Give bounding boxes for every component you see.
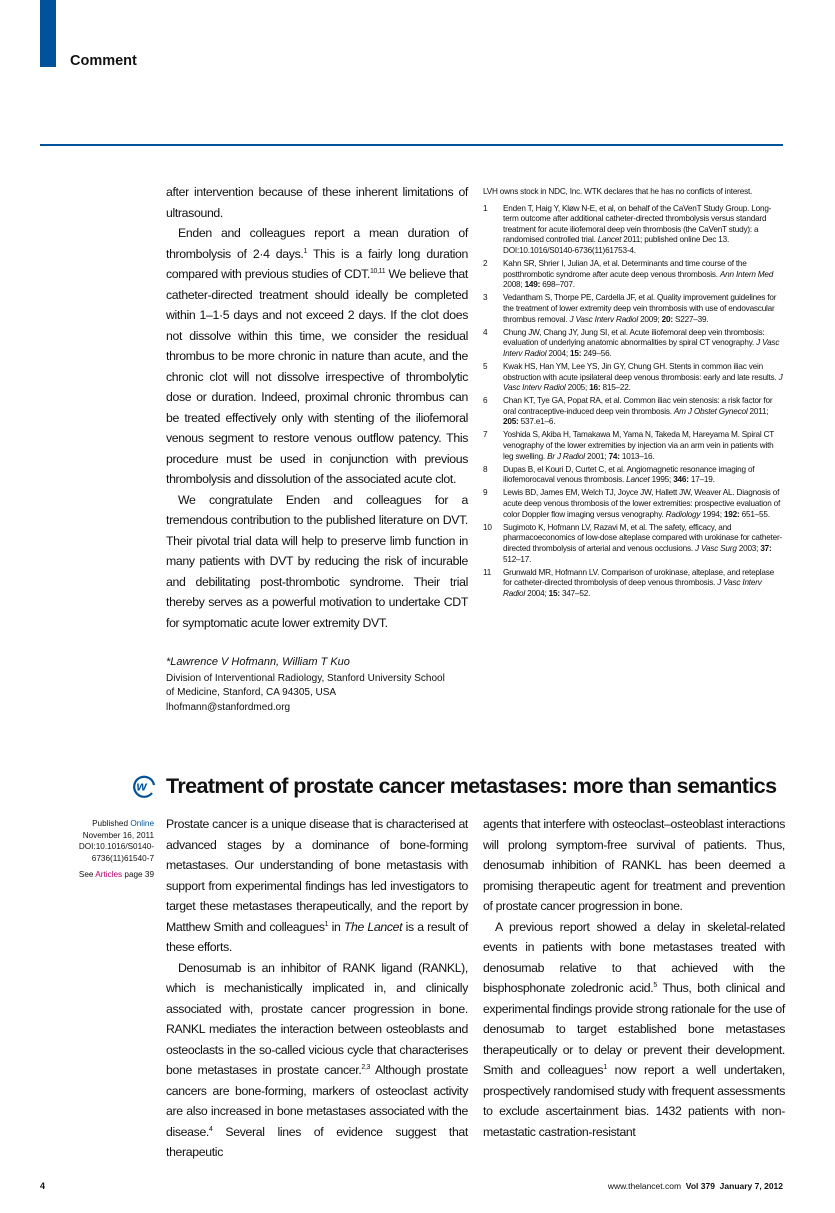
text-segment: Denosumab is an inhibitor of RANK ligand (RANKL), which is mechanistically implicated in, and clinically associated with, prostate cancer progression in bone. RANKL mediates the interaction between osteoblasts and osteoclasts in the so-called vicious cycle that characterises bone metastases in prostate cancer. [166,960,468,1077]
see-label: See [78,870,96,879]
page-footer [40,1163,783,1191]
reference-text [503,488,785,520]
reference-text [503,523,785,565]
text-segment: Lancet [626,475,650,485]
text-segment: Radiology [665,509,701,519]
comment-body [166,182,468,633]
citation-superscript: 1 [603,1063,607,1071]
svg-text:w: w [136,778,147,794]
author-block [166,655,468,715]
text-segment: Sugimoto K, Hofmann LV, Razavi M, et al. The safety, efficacy, and pharmacoeconomics of low-dose alteplase compared with urokinase for catheter-directed thrombolysis of arterial and venous occlusions. [503,522,783,553]
text-segment: 20: [661,314,673,324]
author-affiliation: of Medicine, Stanford, CA 94305, USA [166,687,337,698]
text-segment: Kahn SR, Shrier I, Julian JA, et al. Determinants and time course of the postthrombotic syndrome after acute deep venous thrombosis. [503,259,747,279]
citation-superscript: 1 [324,920,329,928]
online-label: Online [130,819,154,828]
paragraph [166,958,468,1163]
text-segment: Grunwald MR, Hofmann LV. Comparison of urokinase, alteplase, and reteplase for catheter-directed thrombolysis of deep venous thrombosis. [503,567,775,588]
text-segment: Lancet [597,235,622,245]
text-segment: 2011; [747,406,769,416]
text-segment: Yoshida S, Akiba H, Tamakawa M, Yama N, Takeda M, Hareyama M. Spiral CT venography of the lower extremities by injection via an arm vein in patients with leg swelling. [503,430,774,461]
text-segment: 698–707. [540,280,575,290]
text-segment: is a result of these efforts. [166,919,469,954]
author-email[interactable]: lhofmann@stanfordmed.org [166,701,291,713]
page-ref: page 39 [122,870,154,879]
section-label: Comment [70,53,137,69]
reference-number: 1 [483,203,488,213]
text-segment: 651–55. [739,509,770,519]
text-segment: A previous report showed a delay in skeletal-related events in patients with bone metastases treated with denosumab relative to that achieved with the bisphosphonate zoledronic acid. [483,919,785,995]
article-title: Treatment of prostate cancer metastases: more than semantics [166,773,777,798]
article-column-2 [483,814,785,1142]
text-segment: J Vasc Interv Radiol [503,372,783,393]
web-first-icon [131,773,157,799]
reference-item [483,328,785,360]
text-segment: Although prostate cancers are bone-forming, markers of osteoclast activity are also increased in bone metastases associated with the disease. [166,1063,468,1139]
text-segment: Thus, both clinical and experimental findings provide strong rationale for the use of denosumab to target established bone metastases therapeutically or to delay or prevent their development. Smith and colleagues [483,981,785,1077]
paragraph [483,814,785,917]
text-segment: 1013–16. [619,451,655,461]
text-segment: Prostate cancer is a unique disease that is characterised at advanced stages by a dominance of bone-forming metastases. Our understanding of bone metastasis with support from experimental findings has led investigators to target these metastases therapeutically, and the report by Matthew Smith and colleagues [166,817,468,934]
reference-text [503,259,785,291]
issue-date: January 7, 2012 [719,1180,783,1191]
text-segment: 37: [760,543,772,553]
text-segment: in [328,919,344,934]
reference-text [503,293,785,325]
text-segment: 192: [723,509,740,519]
reference-item [483,465,785,486]
comment-left-column [166,182,468,715]
text-segment: 1995; [649,475,674,485]
comment-section [166,182,785,715]
header-accent-bar [40,0,56,67]
text-segment: 205: [503,417,519,427]
text-segment: Kwak HS, Han YM, Lee YS, Jin GY, Chung GH. Stents in common iliac vein obstruction with acute ipsilateral deep venous thrombosis: early and late results. [503,361,779,382]
text-segment: 347–52. [559,588,591,598]
text-segment: 149: [524,280,541,290]
doi: 6736(11)61540-7 [91,853,154,863]
doi: DOI:10.1016/S0140- [78,842,154,851]
citation-superscript: 5 [653,981,657,989]
text-segment: Chan KT, Tye GA, Popat RA, et al. Common iliac vein stenosis: a risk factor for oral contraceptive-induced deep vein thrombosis. [503,396,773,416]
reference-text [503,204,785,257]
paragraph [166,814,468,958]
published-label: Published [92,819,129,828]
text-segment: 2005; [565,383,590,393]
citation-superscript: 2,3 [361,1063,371,1071]
reference-number: 11 [483,567,492,577]
publication-sidebar [60,818,154,881]
reference-text [503,465,785,486]
site-link[interactable]: www.thelancet.com [607,1180,682,1191]
citation-superscript: 1 [303,247,307,255]
text-segment: 512–17. [503,554,532,564]
text-segment: agents that interfere with osteoclast–osteoblast interactions will prolong symptom-free survival of patients. Thus, denosumab inhibition of RANKL has been deemed a promising therapeutic agent for treatment and prevention of prostate cancer progression in bone. [483,817,785,913]
reference-number: 4 [483,327,488,337]
text-segment: 815–22. [600,383,631,393]
reference-number: 3 [483,293,488,303]
text-segment: now report a well undertaken, prospectively randomised study with frequent assessments to exclude ascertainment bias. 1432 patients with non-metastatic castration-resistant [483,1063,785,1139]
text-segment: 15: [548,588,560,598]
citation-superscript: 4 [209,1125,213,1133]
text-segment: after intervention because of these inherent limitations of ultrasound. [166,185,468,220]
articles-link[interactable]: Articles [95,870,123,879]
paragraph [166,182,468,223]
reference-item [483,568,785,600]
paragraph [166,490,468,634]
text-segment: 2001; [584,451,609,461]
text-segment: 2008; [503,280,525,290]
text-segment: Dupas B, el Kouri D, Curtet C, et al. Angiomagnetic resonance imaging of iliofemorocaval venous thrombosis. [503,464,755,485]
text-segment: This is a fairly long duration compared with previous studies of CDT. [166,246,468,281]
text-segment: We congratulate Enden and colleagues for a tremendous contribution to the published literature on DVT. Their pivotal trial data will help to preserve limb function in many patients with DVT by reducing the risk of incurable and debilitating post-thrombotic syndrome. Their trial thereby serves as a powerful motivation to undertake CDT for symptomatic acute lower extremity DVT. [166,492,468,630]
text-segment: S227–39. [672,314,709,324]
author-affiliation: Division of Interventional Radiology, Stanford University School [166,672,445,684]
article-column-1 [166,814,468,1163]
author-names: *Lawrence V Hofmann, William T Kuo [166,656,350,668]
text-segment: J Vasc Interv Radiol [503,338,780,358]
reference-number: 5 [483,361,488,371]
text-segment: Vedantham S, Thorpe PE, Cardella JF, et al. Quality improvement guidelines for the treatment of lower extremity deep vein thrombosis with use of endovascular thrombus removal. [503,293,777,324]
text-segment: Enden and colleagues report a mean duration of thrombolysis of 2·4 days. [166,226,468,261]
text-segment: 249–56. [581,348,612,358]
text-segment: 2011; published online Dec 13. DOI:10.1016/S0140-6736(11)61753-4. [503,235,730,255]
page-number: 4 [40,1180,46,1191]
citation-superscript: 10,11 [370,267,386,275]
text-segment: 537.e1–6. [518,417,556,427]
text-segment: Am J Obstet Gynecol [673,406,748,416]
text-segment: We believe that catheter-directed treatment should ideally be completed within 1–1·5 days and not exceed 2 days. If the clot does not dissolve within this time, we consider the residual thrombus to be more chronic in nature than acute, and the chronic clot will not dissolve irrespective of thrombolytic dose or duration. Indeed, proximal chronic thrombus can be treated effectively only with stenting of the iliofemoral venous segment to restore venous outflow patency. This procedure must be used in conjunction with previous thrombolysis and dissolution of the associated acute clot. [166,267,468,486]
reference-item [483,488,785,520]
text-segment: 15: [570,348,582,358]
reference-text [503,396,785,428]
text-segment: 1994; [700,509,724,519]
article-body [78,814,785,1163]
text-segment: 2009; [638,314,662,324]
text-segment: 346: [673,475,689,485]
footer-info [608,1181,783,1191]
reference-number: 9 [483,488,488,498]
reference-item [483,523,785,565]
text-segment: Lewis BD, James EM, Welch TJ, Joyce JW, Hallett JW, Weaver AL. Diagnosis of acute deep venous thrombosis of the lower extremities: prospective evaluation of color Doppler flow imaging versus venography. [503,488,781,519]
text-segment: 74: [608,451,620,461]
reference-text [503,362,785,394]
text-segment: Ann Intern Med [719,269,774,279]
text-segment: Enden T, Haig Y, Kløw N-E, et al, on behalf of the CaVenT Study Group. Long-term outcome after additional catheter-directed thrombolysis versus standard treatment for acute iliofemoral deep vein thrombosis (the CaVenT study): a randomised controlled trial. [503,203,772,245]
article-header [131,773,835,799]
text-segment: Br J Radiol [547,451,585,461]
text-segment: 2003; [736,543,761,553]
text-segment: 16: [589,383,601,393]
text-segment: Chung JW, Chang JY, Jung SI, et al. Acute iliofemoral deep vein thrombosis: evaluation of underlying anatomic abnormalities by spiral CT venography. [503,327,765,348]
text-segment: J Vasc Surg [695,543,737,553]
volume: Vol 379 [685,1180,715,1191]
disclosure: LVH owns stock in NDC, Inc. WTK declares that he has no conflicts of interest. [483,187,753,196]
header-divider [40,144,783,146]
reference-number: 7 [483,430,488,440]
reference-number: 8 [483,464,488,474]
reference-text [503,568,785,600]
text-segment: 2004; [525,588,549,598]
reference-item [483,396,785,428]
text-segment: 2004; [546,348,571,358]
reference-item [483,430,785,462]
reference-item [483,204,785,257]
reference-text [503,328,785,360]
paragraph [166,223,468,490]
text-segment: 17–19. [688,475,715,485]
text-segment: J Vasc Interv Radiol [569,314,638,324]
text-segment: Several lines of evidence suggest that therapeutic [166,1124,468,1159]
reference-item [483,362,785,394]
reference-text [503,430,785,462]
references [483,187,785,602]
reference-number: 2 [483,259,488,269]
reference-number: 6 [483,396,488,406]
reference-item [483,259,785,291]
text-segment: J Vasc Interv Radiol [503,578,762,598]
article-section [0,773,835,1163]
published-date: November 16, 2011 [82,830,154,840]
reference-list [483,204,785,600]
text-segment: The Lancet [343,919,403,934]
reference-item [483,293,785,325]
paragraph [483,917,785,1143]
reference-number: 10 [483,522,492,532]
